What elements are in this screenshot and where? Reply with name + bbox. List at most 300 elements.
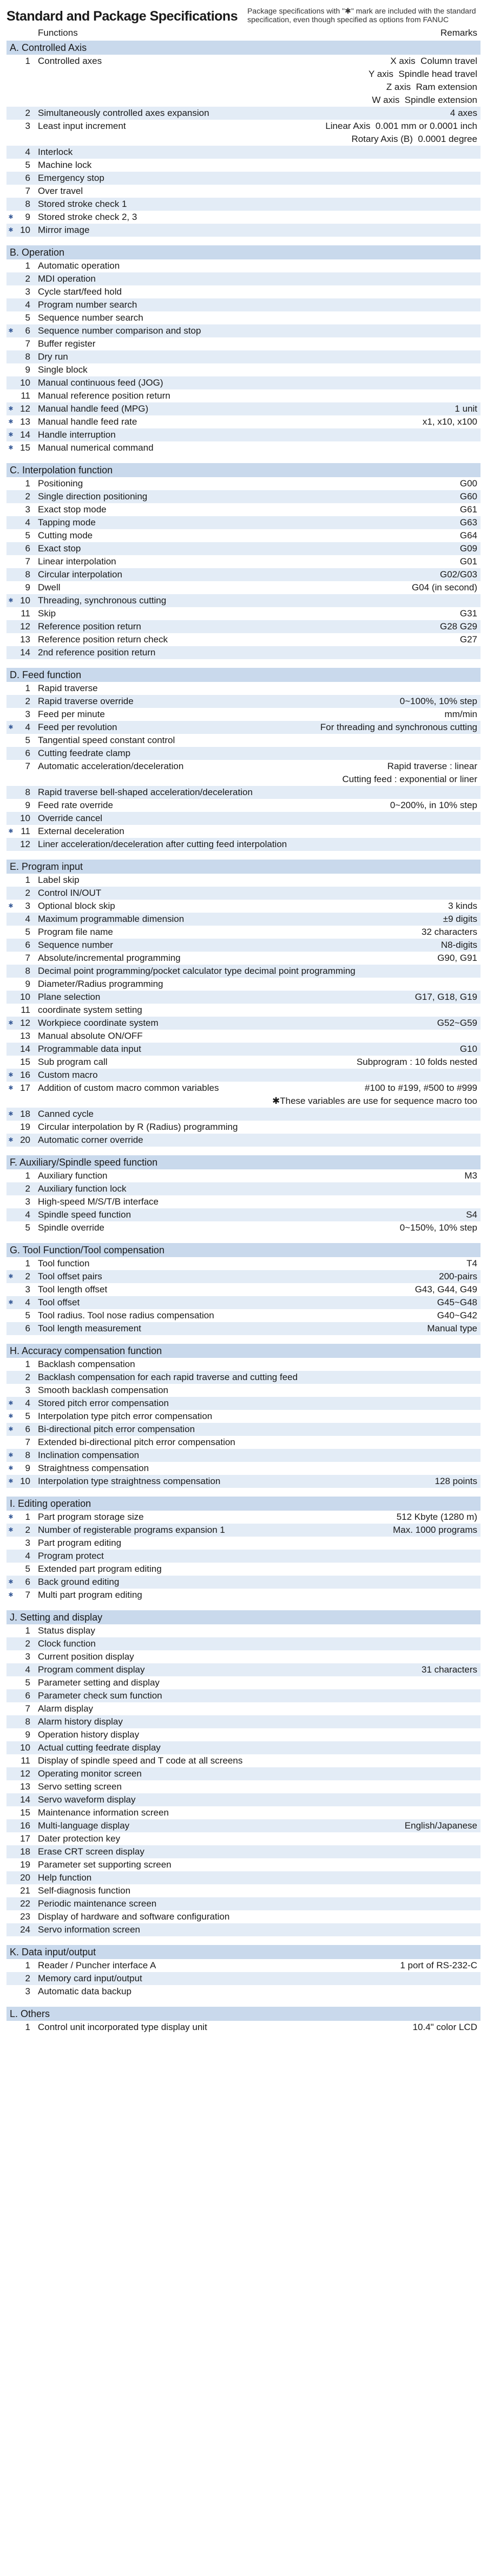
- row-number: 8: [25, 1450, 30, 1460]
- remark: [477, 159, 481, 172]
- spec-row: [6, 1449, 481, 1462]
- package-mark: [6, 887, 15, 900]
- remark: x1, x10, x100: [422, 417, 477, 427]
- remark: [477, 1449, 481, 1462]
- remark: 1 port of RS-232-C: [400, 1960, 477, 1970]
- spec-row: [6, 952, 481, 965]
- function-name: Tool function: [38, 1258, 90, 1269]
- remark: G90, G91: [437, 953, 477, 963]
- remark: [477, 1741, 481, 1754]
- row-number: 7: [25, 1437, 30, 1447]
- function-name: Automatic corner override: [38, 1135, 143, 1145]
- function-name: Memory card input/output: [38, 1973, 142, 1983]
- row-number: 4: [25, 1664, 30, 1675]
- function-name: Linear interpolation: [38, 556, 116, 567]
- spec-row: [6, 786, 481, 799]
- spec-row: [6, 926, 481, 939]
- row-number: 6: [25, 543, 30, 554]
- row-number: 1: [25, 875, 30, 885]
- package-mark: [6, 682, 15, 695]
- row-number: 2: [25, 1638, 30, 1649]
- function-name: Erase CRT screen display: [38, 1846, 144, 1857]
- remark: #100 to #199, #500 to #999 ✱These variables are use for sequence macro too: [272, 1083, 477, 1106]
- row-number: 3: [25, 121, 30, 131]
- package-mark: [6, 646, 15, 659]
- function-name: Periodic maintenance screen: [38, 1898, 157, 1909]
- function-name: Skip: [38, 608, 56, 619]
- function-name: Multi part program editing: [38, 1590, 142, 1600]
- package-mark: ✱: [8, 597, 14, 604]
- spec-row: [6, 1663, 481, 1676]
- spec-row: [6, 1845, 481, 1858]
- function-name: Positioning: [38, 478, 83, 489]
- spec-row: [6, 490, 481, 503]
- function-name: Help function: [38, 1872, 92, 1883]
- spec-row: [6, 1511, 481, 1524]
- row-number: 7: [25, 1703, 30, 1714]
- spec-row: [6, 1676, 481, 1689]
- package-mark: ✱: [8, 406, 14, 412]
- row-number: 23: [20, 1911, 30, 1922]
- spec-row: [6, 1384, 481, 1397]
- package-mark: [6, 1780, 15, 1793]
- package-mark: [6, 1728, 15, 1741]
- package-mark: [6, 2021, 15, 2034]
- package-mark: [6, 311, 15, 324]
- spec-row: [6, 760, 481, 786]
- remark: [477, 747, 481, 760]
- spec-row: [6, 646, 481, 659]
- package-mark: [6, 874, 15, 887]
- spec-row: [6, 1082, 481, 1108]
- function-name: Decimal point programming/pocket calculator type decimal point programming: [38, 966, 356, 976]
- spec-row: [6, 1959, 481, 1972]
- spec-row: [6, 1296, 481, 1309]
- function-name: Self-diagnosis function: [38, 1885, 131, 1896]
- row-number: 11: [21, 608, 30, 619]
- spec-section: [6, 463, 481, 659]
- section-title: I. Editing operation: [6, 1497, 481, 1511]
- remark: [477, 428, 481, 441]
- function-name: Absolute/incremental programming: [38, 953, 181, 963]
- spec-row: [6, 1972, 481, 1985]
- function-name: Custom macro: [38, 1070, 98, 1080]
- remark: [477, 324, 481, 337]
- remark: [477, 1537, 481, 1550]
- package-mark: [6, 838, 15, 851]
- remark: [477, 978, 481, 991]
- function-name: Liner acceleration/deceleration after cutting feed interpolation: [38, 839, 287, 849]
- remark: [477, 887, 481, 900]
- package-mark: [6, 1832, 15, 1845]
- spec-section: [6, 860, 481, 1147]
- spec-row: [6, 1056, 481, 1069]
- column-headers: [6, 24, 481, 41]
- package-mark: [6, 1689, 15, 1702]
- remark: [477, 1985, 481, 1998]
- spec-row: [6, 428, 481, 441]
- package-mark: [6, 1923, 15, 1936]
- package-mark: ✱: [8, 1527, 14, 1533]
- function-name: Tapping mode: [38, 517, 96, 528]
- function-name: Rapid traverse bell-shaped acceleration/deceleration: [38, 787, 253, 797]
- spec-row: [6, 1819, 481, 1832]
- spec-row: [6, 1637, 481, 1650]
- row-number: 7: [25, 761, 30, 771]
- remark: Rapid traverse : linear Cutting feed : exponential or liner: [342, 761, 477, 784]
- remark: Subprogram : 10 folds nested: [356, 1057, 477, 1067]
- spec-row: [6, 1884, 481, 1897]
- package-mark: [6, 55, 15, 107]
- row-number: 1: [25, 1359, 30, 1369]
- row-number: 9: [25, 365, 30, 375]
- spec-row: [6, 734, 481, 747]
- remark: 31 characters: [422, 1664, 477, 1675]
- remark: X axis Column travel Y axis Spindle head travel Z axis Ram extension W axis Spindle extension: [368, 56, 477, 105]
- spec-row: [6, 1108, 481, 1121]
- remark: 0~100%, 10% step: [399, 696, 477, 706]
- function-name: Automatic operation: [38, 261, 120, 271]
- remark: [477, 337, 481, 350]
- remark: G43, G44, G49: [414, 1284, 477, 1294]
- function-name: Mirror image: [38, 225, 90, 235]
- row-number: 10: [20, 1476, 30, 1486]
- package-mark: [6, 1884, 15, 1897]
- package-mark: [6, 1121, 15, 1134]
- function-name: Parameter check sum function: [38, 1690, 162, 1701]
- row-number: 3: [25, 1196, 30, 1207]
- function-name: Maintenance information screen: [38, 1807, 169, 1818]
- package-mark: [6, 120, 15, 146]
- package-mark: ✱: [8, 828, 14, 835]
- spec-sections: [6, 41, 481, 2034]
- remark: [477, 1134, 481, 1147]
- row-number: 3: [25, 504, 30, 515]
- package-mark: ✱: [8, 1072, 14, 1078]
- remark: N8-digits: [440, 940, 477, 950]
- row-number: 20: [20, 1135, 30, 1145]
- package-mark: [6, 633, 15, 646]
- remark: [477, 1195, 481, 1208]
- remark: G63: [459, 517, 477, 528]
- package-mark: [6, 1715, 15, 1728]
- function-name: Canned cycle: [38, 1109, 94, 1119]
- spec-row: [6, 2021, 481, 2034]
- row-number: 9: [25, 1463, 30, 1473]
- spec-row: [6, 874, 481, 887]
- spec-section: [6, 245, 481, 454]
- row-number: 8: [25, 787, 30, 797]
- function-name: Spindle override: [38, 1222, 104, 1233]
- function-name: Number of registerable programs expansion 1: [38, 1525, 225, 1535]
- remark: 10.4" color LCD: [412, 2022, 477, 2032]
- function-name: Circular interpolation: [38, 569, 122, 580]
- spec-section: [6, 41, 481, 237]
- function-name: Spindle speed function: [38, 1209, 131, 1220]
- remark: M3: [464, 1170, 477, 1181]
- spec-row: [6, 1358, 481, 1371]
- remark: [477, 389, 481, 402]
- spec-row: [6, 1121, 481, 1134]
- row-number: 1: [25, 1960, 30, 1970]
- remark: [477, 1650, 481, 1663]
- package-mark: ✱: [8, 1426, 14, 1433]
- package-mark: [6, 477, 15, 490]
- remark: [477, 838, 481, 851]
- function-name: Exact stop mode: [38, 504, 107, 515]
- package-mark: [6, 272, 15, 285]
- remark: G00: [459, 478, 477, 489]
- function-name: Interpolation type straightness compensation: [38, 1476, 221, 1486]
- function-name: Program file name: [38, 927, 113, 937]
- remark: [477, 1702, 481, 1715]
- function-name: Single block: [38, 365, 88, 375]
- function-name: Manual handle feed rate: [38, 417, 137, 427]
- remark: [477, 734, 481, 747]
- function-name: Operating monitor screen: [38, 1768, 142, 1779]
- remark: [477, 965, 481, 978]
- remark: [477, 259, 481, 272]
- package-mark: [6, 1169, 15, 1182]
- package-mark: [6, 1858, 15, 1871]
- package-mark: ✱: [8, 1465, 14, 1472]
- package-mark: [6, 1650, 15, 1663]
- spec-row: [6, 363, 481, 376]
- function-name: Servo information screen: [38, 1924, 140, 1935]
- row-number: 12: [20, 404, 30, 414]
- function-name: Program comment display: [38, 1664, 145, 1675]
- row-number: 13: [20, 1781, 30, 1792]
- spec-row: [6, 1563, 481, 1576]
- package-mark: [6, 1767, 15, 1780]
- spec-section: [6, 1155, 481, 1234]
- package-mark: [6, 952, 15, 965]
- spec-row: [6, 542, 481, 555]
- spec-row: [6, 1397, 481, 1410]
- row-number: 9: [25, 212, 30, 222]
- package-mark: [6, 799, 15, 812]
- remark: G04 (in second): [412, 582, 477, 593]
- function-name: Program protect: [38, 1551, 104, 1561]
- package-mark: [6, 1283, 15, 1296]
- spec-row: [6, 185, 481, 198]
- row-number: 1: [25, 683, 30, 693]
- row-number: 6: [25, 940, 30, 950]
- spec-row: [6, 1462, 481, 1475]
- row-number: 2: [25, 108, 30, 118]
- function-name: Manual reference position return: [38, 391, 170, 401]
- remark: [477, 198, 481, 211]
- spec-row: [6, 1169, 481, 1182]
- function-name: Rapid traverse override: [38, 696, 134, 706]
- package-mark: [6, 1309, 15, 1322]
- function-name: Label skip: [38, 875, 80, 885]
- package-mark: [6, 991, 15, 1004]
- row-number: 11: [21, 391, 30, 401]
- remark: [477, 1715, 481, 1728]
- remark: [477, 1384, 481, 1397]
- row-number: 4: [25, 147, 30, 157]
- remark: [477, 1806, 481, 1819]
- remark: [477, 1754, 481, 1767]
- row-number: 10: [20, 813, 30, 823]
- remark: [477, 1182, 481, 1195]
- spec-row: [6, 1806, 481, 1819]
- row-number: 2: [25, 1525, 30, 1535]
- package-mark: ✱: [8, 724, 14, 731]
- function-name: Status display: [38, 1625, 95, 1636]
- remark: [477, 1121, 481, 1134]
- function-name: Override cancel: [38, 813, 103, 823]
- remark: [477, 224, 481, 237]
- remark: 200-pairs: [439, 1271, 477, 1282]
- row-number: 6: [25, 1690, 30, 1701]
- spec-row: [6, 1270, 481, 1283]
- remark: [477, 1910, 481, 1923]
- package-mark: ✱: [8, 1514, 14, 1520]
- row-number: 5: [25, 160, 30, 170]
- row-number: 10: [20, 992, 30, 1002]
- row-number: 18: [20, 1846, 30, 1857]
- row-number: 5: [25, 530, 30, 541]
- spec-row: [6, 581, 481, 594]
- remark: [477, 1637, 481, 1650]
- package-mark: [6, 146, 15, 159]
- package-mark: [6, 1845, 15, 1858]
- remark: [477, 1563, 481, 1576]
- row-number: 6: [25, 1577, 30, 1587]
- spec-row: [6, 159, 481, 172]
- spec-row: [6, 337, 481, 350]
- package-mark: [6, 542, 15, 555]
- remark: 128 points: [435, 1476, 477, 1486]
- function-name: Manual numerical command: [38, 443, 154, 453]
- function-name: Tangential speed constant control: [38, 735, 175, 745]
- package-mark: [6, 1182, 15, 1195]
- package-mark: [6, 926, 15, 939]
- spec-row: [6, 594, 481, 607]
- row-number: 7: [25, 339, 30, 349]
- remark: [477, 1108, 481, 1121]
- spec-row: [6, 529, 481, 542]
- function-name: Interlock: [38, 147, 73, 157]
- remark: [477, 1397, 481, 1410]
- spec-row: [6, 1923, 481, 1936]
- spec-row: [6, 1793, 481, 1806]
- remark: [477, 285, 481, 298]
- remark: [477, 1897, 481, 1910]
- spec-row: [6, 1858, 481, 1871]
- function-name: Cutting mode: [38, 530, 93, 541]
- spec-row: [6, 415, 481, 428]
- package-mark: ✱: [8, 227, 14, 233]
- row-number: 1: [25, 261, 30, 271]
- package-mark: [6, 1322, 15, 1335]
- spec-row: [6, 1257, 481, 1270]
- remark: [477, 311, 481, 324]
- function-name: Simultaneously controlled axes expansion: [38, 108, 209, 118]
- function-name: Parameter set supporting screen: [38, 1859, 172, 1870]
- package-mark: [6, 607, 15, 620]
- function-name: Threading, synchronous cutting: [38, 595, 167, 606]
- row-number: 11: [21, 1005, 30, 1015]
- row-number: 10: [20, 378, 30, 388]
- row-number: 1: [25, 56, 30, 66]
- remark: G31: [459, 608, 477, 619]
- spec-row: [6, 441, 481, 454]
- function-name: Over travel: [38, 186, 83, 196]
- function-name: Operation history display: [38, 1729, 140, 1740]
- package-mark: [6, 529, 15, 542]
- package-mark: [6, 172, 15, 185]
- row-number: 8: [25, 352, 30, 362]
- remark: G64: [459, 530, 477, 541]
- row-number: 9: [25, 979, 30, 989]
- spec-row: [6, 1004, 481, 1017]
- package-mark: [6, 734, 15, 747]
- function-name: Servo setting screen: [38, 1781, 122, 1792]
- remark: [477, 1871, 481, 1884]
- spec-row: [6, 1030, 481, 1043]
- package-mark: [6, 350, 15, 363]
- spec-row: [6, 747, 481, 760]
- row-number: 19: [20, 1122, 30, 1132]
- spec-section: [6, 1945, 481, 1998]
- function-name: Workpiece coordinate system: [38, 1018, 159, 1028]
- package-mark: [6, 913, 15, 926]
- spec-row: [6, 477, 481, 490]
- spec-row: [6, 350, 481, 363]
- remark: G09: [459, 543, 477, 554]
- spec-row: [6, 1624, 481, 1637]
- row-number: 14: [20, 647, 30, 658]
- package-mark: [6, 1702, 15, 1715]
- row-number: 2: [25, 1973, 30, 1983]
- spec-row: [6, 298, 481, 311]
- spec-row: [6, 107, 481, 120]
- package-mark: [6, 1793, 15, 1806]
- row-number: 13: [20, 417, 30, 427]
- spec-row: [6, 389, 481, 402]
- package-mark: [6, 1030, 15, 1043]
- spec-row: [6, 285, 481, 298]
- remark: mm/min: [444, 709, 477, 719]
- spec-row: [6, 1871, 481, 1884]
- package-mark: [6, 1550, 15, 1563]
- remark: Max. 1000 programs: [393, 1525, 477, 1535]
- package-mark: [6, 259, 15, 272]
- function-name: Buffer register: [38, 339, 96, 349]
- col-functions: Functions: [38, 28, 78, 38]
- spec-section: [6, 1497, 481, 1602]
- function-name: Reader / Puncher interface A: [38, 1960, 156, 1970]
- spec-row: [6, 259, 481, 272]
- function-name: Sequence number: [38, 940, 113, 950]
- package-mark: [6, 1195, 15, 1208]
- section-title: E. Program input: [6, 860, 481, 874]
- function-name: Tool radius. Tool nose radius compensation: [38, 1310, 214, 1320]
- spec-row: [6, 1410, 481, 1423]
- package-mark: ✱: [8, 1273, 14, 1280]
- remark: [477, 1358, 481, 1371]
- package-mark: [6, 363, 15, 376]
- package-mark: [6, 1257, 15, 1270]
- spec-row: [6, 682, 481, 695]
- package-mark: [6, 1910, 15, 1923]
- remark: ±9 digits: [443, 914, 477, 924]
- remark: [477, 874, 481, 887]
- remark: T4: [466, 1258, 477, 1269]
